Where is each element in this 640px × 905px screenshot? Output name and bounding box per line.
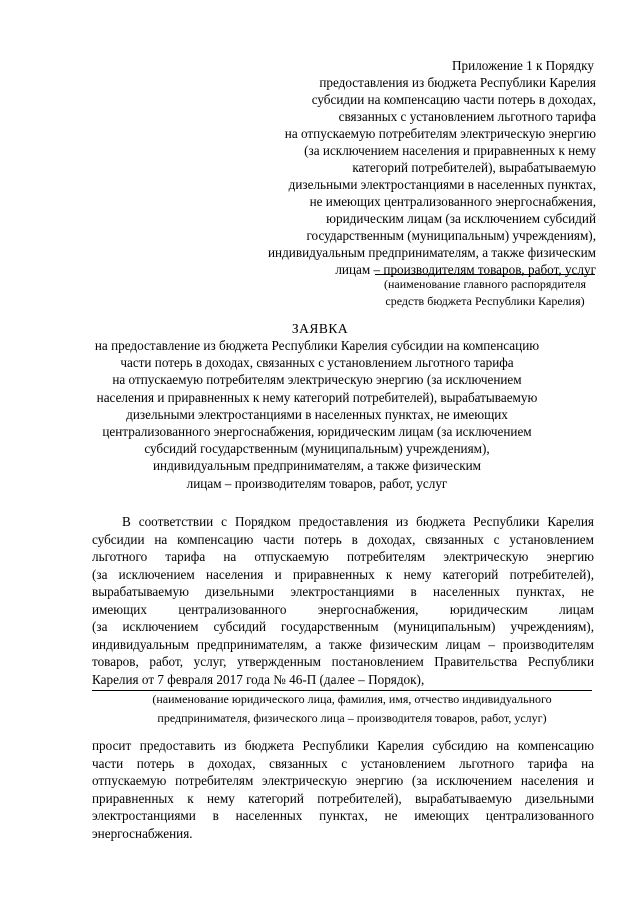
appendix-line: не имеющих централизованного энергоснабжения,	[309, 194, 596, 209]
title-line: на предоставление из бюджета Республики Карелия субсидии на компенсацию	[94, 338, 540, 353]
body-line: имеющих централизованного энергоснабжения, юридическим лицам	[92, 601, 594, 617]
body-line: субсидии на компенсацию части потерь в доходах, связанных с установлением	[92, 531, 594, 547]
applicant-caption-line: (наименование юридического лица, фамилия, имя, отчество индивидуального	[152, 692, 552, 706]
request-line: электростанциями в населенных пунктах, не имеющих централизованного	[92, 808, 594, 823]
body-line: товаров, работ, услуг, утвержденным постановлением Правительства Республики	[92, 654, 594, 669]
title-line: на отпускаемую потребителям электрическую энергию (за исключением	[112, 372, 522, 388]
request-line: приравненных к нему категорий потребителей), вырабатываемую дизельными	[92, 790, 594, 806]
title-line: субсидий государственным (муниципальным) учреждениям),	[144, 441, 490, 457]
recipient-caption-line: (наименование главного распорядителя	[383, 277, 587, 291]
appendix-header	[216, 57, 596, 278]
title-line: индивидуальным предпринимателям, а также физическим	[152, 458, 482, 474]
request-line: просит предоставить из бюджета Республики Карелия субсидию на компенсацию	[92, 738, 594, 753]
title-line: населения и приравненных к нему категорий потребителей), вырабатываемую	[96, 389, 538, 405]
request-paragraph	[92, 737, 594, 842]
applicant-caption	[92, 690, 612, 728]
title-line: дизельными электростанциями в населенных пунктах, не имеющих	[126, 406, 508, 422]
body-line: вырабатываемую дизельными электростанциями в населенных пунктах, не	[92, 584, 594, 599]
body-paragraph	[92, 513, 594, 688]
applicant-caption-line: предпринимателя, физического лица – производителя товаров, работ, услуг)	[157, 711, 547, 725]
appendix-line: Приложение 1 к Порядку	[452, 58, 594, 73]
appendix-line: дизельными электростанциями в населенных пунктах,	[288, 177, 596, 192]
recipient-fill-line	[375, 274, 595, 275]
appendix-line: предоставления из бюджета Республики Карелия	[319, 75, 596, 90]
body-line: Карелия от 7 февраля 2017 года № 46-П (далее – Порядок),	[92, 671, 425, 687]
request-line: отпускаемую потребителям электрическую энергию (за исключением населения и	[92, 773, 594, 788]
body-line: льготного тарифа на отпускаемую потребителям электрическую энергию	[92, 549, 594, 564]
title-line: части потерь в доходах, связанных с установлением льготного тарифа	[120, 355, 514, 371]
request-line: части потерь в доходах, связанных с установлением льготного тарифа на	[92, 755, 594, 771]
recipient-caption-line: средств бюджета Республики Карелия)	[385, 294, 585, 308]
recipient-caption	[360, 276, 610, 310]
appendix-line: (за исключением населения и приравненных к нему	[304, 143, 596, 158]
appendix-line: юридическим лицам (за исключением субсидий	[326, 211, 596, 226]
appendix-line: субсидии на компенсацию части потерь в доходах,	[311, 92, 596, 107]
title-heading: ЗАЯВКА	[291, 321, 349, 336]
appendix-line: индивидуальным предпринимателям, а также физическим	[267, 245, 596, 260]
body-line: индивидуальным предпринимателям, а также физическим лицам – производителям	[92, 636, 594, 652]
application-title	[0, 320, 640, 492]
appendix-line: связанных с установлением льготного тарифа	[338, 109, 596, 124]
appendix-line: категорий потребителей), вырабатываемую	[352, 160, 596, 175]
body-line: В соответствии с Порядком предоставления из бюджета Республики Карелия	[122, 514, 594, 529]
appendix-line: государственным (муниципальным) учреждениям),	[306, 228, 596, 243]
request-line: энергоснабжения.	[92, 825, 193, 841]
appendix-line: лицам – производителям товаров, работ, услуг	[335, 262, 596, 277]
body-line: (за исключением населения и приравненных к нему категорий потребителей),	[92, 566, 594, 582]
body-line: (за исключением субсидий государственным (муниципальным) учреждениям),	[92, 619, 594, 634]
title-line: централизованного энергоснабжения, юридическим лицам (за исключением	[102, 424, 532, 440]
appendix-line: на отпускаемую потребителям электрическую энергию	[284, 126, 596, 141]
title-line: лицам – производителям товаров, работ, услуг	[186, 475, 448, 491]
